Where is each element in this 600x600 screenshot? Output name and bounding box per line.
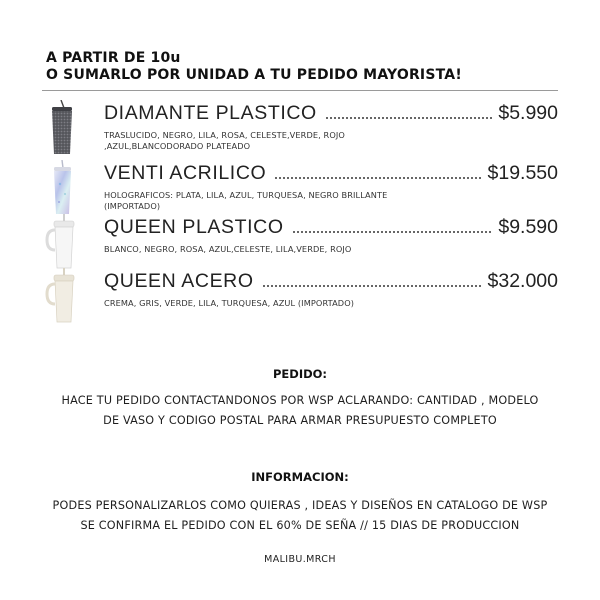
leader-dots: [274, 176, 481, 180]
steel-tumbler-icon: [42, 268, 82, 324]
product-colors: [104, 298, 424, 309]
product-colors-line-1: CREMA, GRIS, VERDE, LILA, TURQUESA, AZUL (IMPORTADO): [104, 298, 355, 308]
informacion-line-2: SE CONFIRMA EL PEDIDO CON EL 60% DE SEÑA // 15 DIAS DE PRODUCCION: [80, 519, 520, 532]
product-diamante-plastico: [42, 100, 558, 158]
leader-dots: [325, 116, 493, 120]
pedido-line-1: HACE TU PEDIDO CONTACTANDONOS POR WSP ACLARANDO: CANTIDAD , MODELO: [61, 394, 539, 407]
product-colors: [104, 190, 424, 212]
product-name: DIAMANTE PLASTICO: [104, 102, 317, 124]
product-queen-acero: [42, 268, 558, 326]
brand-handle: MALIBU.MRCH: [264, 554, 336, 565]
header-line-2: O SUMARLO POR UNIDAD A TU PEDIDO MAYORISTA!: [46, 67, 462, 83]
product-price: $19.550: [487, 162, 558, 184]
handle-tumbler-icon: [42, 214, 82, 270]
holographic-tumbler-icon: [42, 160, 82, 216]
product-venti-acrilico: [42, 160, 558, 218]
product-colors: [104, 244, 424, 255]
leader-dots: [292, 230, 493, 234]
informacion-line-1: PODES PERSONALIZARLOS COMO QUIERAS , IDEAS Y DISEÑOS EN CATALOGO DE WSP: [52, 499, 548, 512]
pedido-title: PEDIDO:: [272, 367, 328, 381]
product-name: QUEEN ACERO: [104, 270, 254, 292]
product-price: $5.990: [498, 102, 558, 124]
leader-dots: [262, 284, 482, 288]
informacion-title: INFORMACION:: [251, 470, 349, 484]
product-price: $32.000: [487, 270, 558, 292]
product-name: VENTI ACRILICO: [104, 162, 267, 184]
product-price: $9.590: [498, 216, 558, 238]
informacion-text: [0, 496, 600, 536]
product-colors-line-1: TRASLUCIDO, NEGRO, LILA, ROSA, CELESTE,VERDE, ROJO: [104, 130, 345, 140]
header: [46, 50, 556, 84]
product-colors: [104, 130, 424, 152]
header-line-1: A PARTIR DE 10u: [46, 50, 181, 66]
product-colors-line-2: ,AZUL,BLANCODORADO PLATEADO: [104, 141, 251, 151]
pedido-text: [0, 391, 600, 431]
header-divider: [42, 90, 558, 91]
pedido-line-2: DE VASO Y CODIGO POSTAL PARA ARMAR PRESUPUESTO COMPLETO: [103, 414, 497, 427]
product-colors-line-1: BLANCO, NEGRO, ROSA, AZUL,CELESTE, LILA,VERDE, ROJO: [104, 244, 352, 254]
product-colors-line-1: HOLOGRAFICOS: PLATA, LILA, AZUL, TURQUESA, NEGRO BRILLANTE (IMPORTADO): [104, 190, 388, 211]
product-queen-plastico: [42, 214, 558, 272]
studded-tumbler-icon: [42, 100, 82, 156]
product-name: QUEEN PLASTICO: [104, 216, 284, 238]
